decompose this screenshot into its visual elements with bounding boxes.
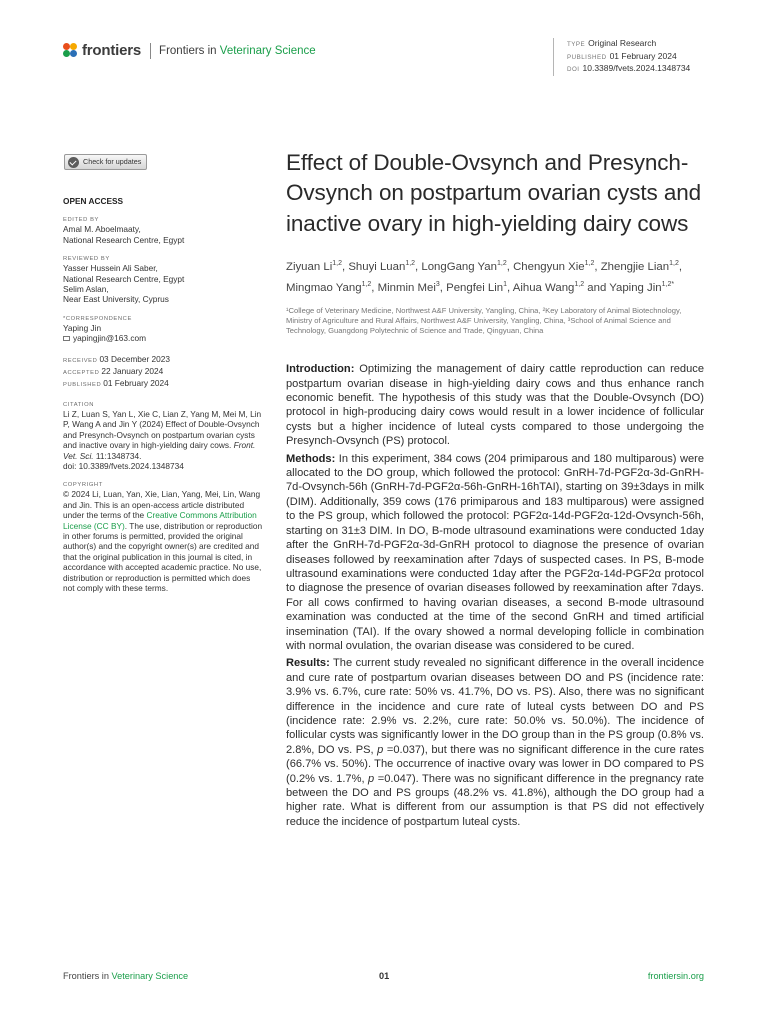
author-list: Ziyuan Li$^{1,2}$, Shuyi Luan$^{1,2}$, LongGang Yan$^{1,2}$, Chengyun Xie$^{1,2}$, Zhengjie Lian$^{1,2}$, Mingmao Yang$^{1,2}$, Minmin Mei$^3$, Pengfei Lin$^1$, Aihua Wang$^{1,2}$ and Yaping Jin$^{1,2*}$: [286, 260, 683, 295]
author: Shuyi Luan: [348, 261, 406, 274]
affiliations: ¹College of Veterinary Medicine, Northwest A&F University, Yangling, China, ²Key Laboratory of Animal Biotechnology, Ministry of Agriculture and Rural Affairs, Northwest A&F University, Yangling, China, ³School of Animal Science and Technology, Guangdong Polytechnic of Science and Trade, Qingyuan, China: [286, 305, 682, 336]
frontiers-logo[interactable]: [63, 42, 316, 59]
citation-text: Li Z, Luan S, Yan L, Xie C, Lian Z, Yang M, Mei M, Lin P, Wang A and Jin Y (2024) Effect of Double-Ovsynch and Presynch-Ovsynch on postpartum ovarian cysts and inactive ovary in high-yielding dairy cows. Front. Vet. Sci. 11:1348734. doi: 10.3389/fvets.2024.1348734: [63, 408, 262, 471]
correspondence-email[interactable]: yapingjin@163.com: [63, 333, 263, 343]
article-dates: RECEIVED 03 December 2023 ACCEPTED 22 January 2024 PUBLISHED 01 February 2024: [63, 353, 171, 389]
footer-journal[interactable]: Frontiers in Veterinary Science: [63, 971, 189, 981]
abstract-methods: Methods: In this experiment, 384 cows (204 primiparous and 180 multiparous) were allocated to the DO group, which followed the protocol: GnRH-7d-PGF2α-3d-GnRH-7d-Ovsynch-56h (GnRH-7d-PGF2α-56h-GnRH-16hTAI), starting on 39±3days in milk (DIM). Additionally, 359 cows (176 primiparous and 183 multiparous) were assigned to the PS group, which followed the protocol: PGF2α-14d-PGF2α-12d-Ovsynch-56h, starting on 31±3 DIM. In DO, B-mode ultrasound examinations were conducted 1day after the GnRH-7d-PGF2α-3d-GnRH protocol to diagnose the presence of ovarian diseases followed by reexamination after 7days of suspected cases. In PS, B-mode ultrasound examinations were conducted 1day after the PGF2α-14d-PGF2α protocol to diagnose the presence of ovarian diseases followed by reexamination after 7days. For all cows confirmed to having ovarian diseases, a second B-mode ultrasound examination was conducted at the time of the second GnRH and timed artificial insemination (TAI). If the ovary showed a normal developing follicle in combination with normal ovulation, the ovarian disease was considered to be cured.: [286, 452, 704, 652]
correspondence-label: *CORRESPONDENCE: [63, 315, 132, 322]
frontiers-logo-icon: [63, 43, 78, 58]
page-number: 01: [379, 971, 390, 981]
sidebar: [63, 154, 263, 593]
checkmark-icon: [68, 157, 79, 168]
author: Yaping Jin: [609, 282, 662, 295]
article-title: Effect of Double-Ovsynch and Presynch-Ovsynch on postpartum ovarian cysts and inactive ovary in high-yielding dairy cows: [286, 150, 702, 236]
author: Aihua Wang: [512, 282, 575, 295]
open-access-label: OPEN ACCESS: [63, 196, 124, 206]
author: Pengfei Lin: [446, 282, 504, 295]
author: Ziyuan Li: [286, 261, 333, 274]
article-meta: [553, 38, 690, 76]
author: Zhengjie Lian: [600, 261, 670, 274]
corresponding-author: Yaping Jin: [63, 322, 102, 333]
license-link[interactable]: Creative Commons Attribution License (CC BY): [63, 510, 257, 531]
abstract-results: Results: The current study revealed no significant difference in the overall incidence and cure rate of postpartum ovarian diseases between DO and PS (incidence rate: 3.9% vs. 6.7%, cure rate: 50% vs. 41.7%, DO vs. PS). Also, there was no significant difference in the incidence and cure rate of luteal cysts between DO and PS (incidence rate: 2.9% vs. 2.2%, cure rate: 50.0% vs. 50.0%). The incidence of follicular cysts was significantly lower in the DO group than in the PS group (0.8% vs. 2.8%, DO vs. PS, p =0.037), but there was no significant difference in the cure rates (66.7% vs. 50%). The occurrence of inactive ovary was lower in DO compared to PS (0.2% vs. 1.7%, p =0.047). There was no significant difference in the pregnancy rate between the DO and PS groups (48.2% vs. 41.8%), although the DO group had a higher rate. What is different from our assumption is that PS did not effectively reduce the incidence of postpartum luteal cysts.: [286, 657, 704, 828]
meta-doi[interactable]: DOI 10.3389/fvets.2024.1348734: [567, 63, 691, 73]
page-header: [63, 40, 713, 80]
envelope-icon: [63, 336, 70, 341]
logo-divider: [150, 43, 151, 59]
check-updates-button[interactable]: Check for updates: [64, 154, 147, 170]
copyright-text: © 2024 Li, Luan, Yan, Xie, Lian, Yang, Mei, Lin, Wang and Jin. This is an open-access article distributed under the terms of the Creative Commons Attribution License (CC BY). The use, distribution or reproduction in other forums is permitted, provided the original author(s) and the copyright owner(s) are credited and that the original publication in this journal is cited, in accordance with accepted academic practice. No use, distribution or reproduction is permitted which does not comply with these terms.: [63, 489, 263, 593]
journal-name[interactable]: Frontiers in Veterinary Science: [159, 44, 316, 57]
editor-info: Amal M. Aboelmaaty, National Research Centre, Egypt: [63, 224, 185, 245]
edited-by-label: EDITED BY: [63, 217, 100, 224]
abstract-introduction: Introduction: Optimizing the management of dairy cattle reproduction can reduce postpartum ovarian disease in high-yielding dairy cows and thus enhance ranch economic benefit. The hypothesis of this study was that the Double-Ovsynch (DO) protocol in high-producing dairy cows would result in a lower incidence of follicular cysts but a higher incidence of luteal cysts compared to those undergoing the Presynch-Ovsynch (PS) protocol.: [286, 363, 704, 448]
reviewer-info: Yasser Hussein Ali Saber, National Research Centre, Egypt Selim Aslan, Near East University, Cyprus: [63, 263, 185, 305]
footer-site-link[interactable]: frontiersin.org: [647, 971, 704, 981]
author: Mingmao Yang: [286, 282, 362, 295]
copyright-label: COPYRIGHT: [63, 482, 103, 489]
abstract: [286, 362, 704, 829]
citation-label: CITATION: [63, 401, 94, 408]
article-main: [286, 148, 704, 832]
brand-name: frontiers: [82, 42, 142, 59]
author: Minmin Mei: [377, 282, 436, 295]
reviewed-by-label: REVIEWED BY: [63, 256, 110, 263]
author: Chengyun Xie: [513, 261, 585, 274]
meta-published: PUBLISHED 01 February 2024: [567, 50, 677, 61]
meta-type: TYPE Original Research: [567, 38, 657, 48]
author: LongGang Yan: [421, 261, 497, 274]
